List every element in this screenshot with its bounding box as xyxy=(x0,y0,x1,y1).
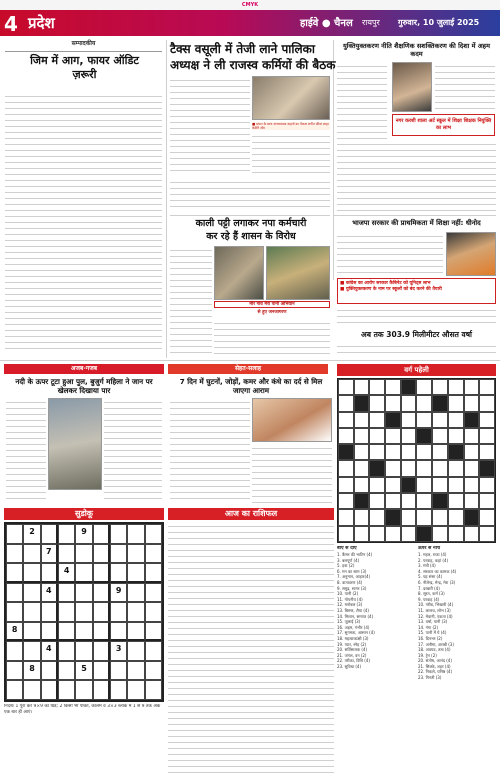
crossword-cell xyxy=(385,460,401,476)
sudoku-cell xyxy=(41,661,58,681)
sudoku-cell xyxy=(58,602,75,622)
health-kicker: सेहत-सलाह xyxy=(168,364,328,374)
cmyk-strip xyxy=(0,0,500,10)
crossword-cell xyxy=(432,428,448,444)
crossword-clue: 13. वर्षा, पानी (3) xyxy=(418,619,448,625)
crossword-clue: 18. अवयव, तत्व (4) xyxy=(418,647,451,653)
crossword-cell xyxy=(464,526,480,542)
sudoku-cell xyxy=(6,641,23,661)
sudoku-cell xyxy=(23,563,40,583)
sudoku-cell xyxy=(58,583,75,603)
sudoku-cell xyxy=(93,602,110,622)
crossword-cell xyxy=(401,412,417,428)
sudoku-cell xyxy=(93,622,110,642)
crossword-cell xyxy=(401,395,417,411)
sudoku-cell xyxy=(145,583,162,603)
sudoku-cell xyxy=(75,563,92,583)
crossword-cell xyxy=(338,509,354,525)
crossword-cell xyxy=(479,526,495,542)
crossword-cell xyxy=(385,526,401,542)
crossword-cell xyxy=(338,395,354,411)
crossword-cell xyxy=(338,493,354,509)
edition-date: गुरुवार, 10 जुलाई 2025 xyxy=(398,18,480,27)
crossword-cell xyxy=(448,444,464,460)
crossword-cell xyxy=(416,526,432,542)
crossword-clue: 22. तरीका, विधि (4) xyxy=(337,658,370,664)
crossword-cell xyxy=(354,493,370,509)
sudoku-cell xyxy=(58,622,75,642)
crossword-cell xyxy=(432,395,448,411)
crossword-clue: 20. संतोष, आनंद (4) xyxy=(418,658,452,664)
sudoku-cell xyxy=(41,680,58,700)
across-clues xyxy=(337,552,415,669)
crossword-cell xyxy=(448,379,464,395)
crossword-cell xyxy=(369,379,385,395)
ajab-kicker: अजब-गजब xyxy=(4,364,164,374)
sudoku-cell xyxy=(23,680,40,700)
kali-body-col1 xyxy=(170,246,212,356)
crossword-cell xyxy=(385,395,401,411)
crossword-cell xyxy=(416,395,432,411)
crossword-cell xyxy=(385,444,401,460)
sudoku-cell xyxy=(75,583,92,603)
sudoku-cell xyxy=(110,661,127,681)
crossword-cell xyxy=(369,428,385,444)
sudoku-cell xyxy=(110,524,127,544)
sudoku-cell xyxy=(127,622,144,642)
crossword-cell xyxy=(448,509,464,525)
sudoku-cell xyxy=(127,583,144,603)
crossword-cell xyxy=(401,477,417,493)
kali-headline-line1: काली पट्टी लगाकर नपा कर्मचारी xyxy=(195,218,307,229)
crossword-clue: 2. परवाह, कहां (4) xyxy=(418,557,449,563)
crossword-clue: 21. सिक्के, शहर (4) xyxy=(418,663,451,669)
down-clues xyxy=(418,552,496,681)
sudoku-cell xyxy=(93,583,110,603)
sudoku-cell xyxy=(6,602,23,622)
bhajpa-body xyxy=(337,232,443,276)
sudoku-cell: 3 xyxy=(110,641,127,661)
crossword-cell xyxy=(448,412,464,428)
crossword-clue: 12. मनोबल (3) xyxy=(337,602,363,608)
newspaper-brand: हाईवे ● चैनल xyxy=(300,18,353,29)
rain-body xyxy=(337,342,496,358)
health-body-col2 xyxy=(252,444,332,503)
page-number: 4 xyxy=(4,12,18,36)
policy-subhead: नगर करशी शाला अर्ट स्कूल में शिक्षा शिक्षक नियुक्ति का लाभ xyxy=(392,114,495,136)
sudoku-cell xyxy=(145,680,162,700)
crossword-title: वर्ग पहेली xyxy=(337,364,496,376)
crossword-cell xyxy=(464,395,480,411)
crossword-clue: 14. गंगा (2) xyxy=(418,624,439,630)
crossword-cell xyxy=(464,477,480,493)
sudoku-cell xyxy=(110,680,127,700)
sudoku-cell xyxy=(145,563,162,583)
crossword-cell xyxy=(354,444,370,460)
crossword-clue: 1. महल, राजा (4) xyxy=(418,552,447,557)
abhiyan-sub: से हुए जनजागरण xyxy=(257,310,287,315)
crossword-cell xyxy=(354,477,370,493)
crossword-clue: 17. सुगमता, आसान (4) xyxy=(337,630,375,636)
bhajpa-body-2 xyxy=(337,306,496,328)
crossword-cell xyxy=(369,444,385,460)
row-divider xyxy=(334,215,496,216)
sudoku-cell xyxy=(127,641,144,661)
bhajpa-photo xyxy=(446,232,496,276)
sudoku-cell: 9 xyxy=(75,524,92,544)
sudoku-cell xyxy=(23,641,40,661)
sudoku-cell xyxy=(145,641,162,661)
policy-body-col3 xyxy=(337,140,496,214)
ajab-headline: नदी के ऊपर टूटा हुआ पुल, बुजुर्ग महिला ने जान पर खेलकर दिखाया पार xyxy=(15,377,153,395)
health-body-col1 xyxy=(170,398,250,503)
sudoku-cell xyxy=(41,622,58,642)
crossword-cell xyxy=(416,444,432,460)
sudoku-cell xyxy=(127,544,144,564)
crossword-clue: 3. बलपूर्ण (4) xyxy=(337,557,360,563)
crossword-clue: 10. गरीब, भिखारी (4) xyxy=(418,602,454,608)
sudoku-cell xyxy=(75,622,92,642)
crossword-cell xyxy=(464,460,480,476)
row-divider xyxy=(0,360,500,361)
policy-photo xyxy=(392,62,432,112)
crossword-clue: 11. गोपनीय (4) xyxy=(337,596,363,602)
crossword-cell xyxy=(464,379,480,395)
crossword-clue: 5. यह संसा (4) xyxy=(418,574,443,580)
crossword-cell xyxy=(401,493,417,509)
kali-body-col2 xyxy=(214,319,330,357)
crossword-cell xyxy=(416,428,432,444)
sudoku-cell xyxy=(41,524,58,544)
crossword-cell xyxy=(354,379,370,395)
crossword-cell xyxy=(369,412,385,428)
sudoku-cell xyxy=(75,680,92,700)
crossword-cell xyxy=(385,493,401,509)
crossword-clue: 19. प्यार, स्नेह (2) xyxy=(337,641,367,647)
sudoku-cell xyxy=(6,524,23,544)
policy-headline: युक्तियुक्तकरण नीति शैक्षणिक सशक्तिकरण की दिशा में अहम कदम xyxy=(342,42,491,58)
crossword-cell xyxy=(369,460,385,476)
crossword-clue: 9. समुद्र, सागर (3) xyxy=(337,585,367,591)
crossword-cell xyxy=(401,460,417,476)
crossword-cell xyxy=(448,477,464,493)
crossword-cell xyxy=(338,526,354,542)
crossword-cell xyxy=(401,379,417,395)
crossword-clue: 4. सरकार का कामक (4) xyxy=(418,568,457,574)
sudoku-cell xyxy=(145,661,162,681)
rashifal-title: आज का राशिफल xyxy=(168,508,334,520)
lead-caption: ■ प्रभार के साथ अनावश्यक वाहनों का पैकअ लगीत कीवां लाहा केयेनि और xyxy=(252,122,329,130)
sudoku-cell: 4 xyxy=(58,563,75,583)
lead-headline-line1: टैक्स वसूली में तेजी लाने पालिका xyxy=(170,42,315,56)
bhajpa-highlights xyxy=(337,278,496,304)
crossword-clue: 20. सर्विसालक (4) xyxy=(337,647,368,653)
crossword-cell xyxy=(464,509,480,525)
sudoku-cell xyxy=(127,524,144,544)
crossword-clue: 8. सूरत, कर्म (3) xyxy=(418,591,445,597)
crossword-cell xyxy=(479,412,495,428)
down-title: ऊपर से नीचे xyxy=(418,546,440,551)
crossword-cell xyxy=(479,460,495,476)
crossword-cell xyxy=(385,379,401,395)
sudoku-cell xyxy=(127,563,144,583)
crossword-cell xyxy=(448,493,464,509)
crossword-clue: 23. सुविधा (4) xyxy=(337,663,362,669)
crossword-cell xyxy=(369,509,385,525)
crossword-cell xyxy=(432,493,448,509)
crossword-clue: 18. महत्वाकांक्षी (3) xyxy=(337,635,369,641)
rain-headline: अब तक 303.9 मिलीमीटर औसत वर्षा xyxy=(360,330,473,339)
crossword-cell xyxy=(338,444,354,460)
sudoku-cell xyxy=(6,661,23,681)
sudoku-cell xyxy=(58,680,75,700)
crossword-clue: 16. दिनभर (2) xyxy=(418,635,443,641)
section-title: प्रदेश xyxy=(28,14,55,32)
editorial-headline: जिम में आग, फायर ऑडिट ज़रूरी xyxy=(30,54,139,81)
sudoku-cell: 8 xyxy=(23,661,40,681)
crossword-clue: 23. गिनती (3) xyxy=(418,675,442,681)
sudoku-cell xyxy=(23,602,40,622)
crossword-cell xyxy=(354,428,370,444)
crossword-cell xyxy=(432,477,448,493)
health-headline: 7 दिन में घुटनों, जोड़ों, कमर और कंधे का दर्द से मिल जाएगा आराम xyxy=(179,377,323,395)
crossword-cell xyxy=(448,428,464,444)
sudoku-cell xyxy=(127,661,144,681)
crossword-clue: 7. अनुमान, आहार(4) xyxy=(337,574,371,580)
crossword-grid xyxy=(337,378,496,543)
crossword-cell xyxy=(479,428,495,444)
rashifal-body xyxy=(168,522,334,774)
crossword-cell xyxy=(354,395,370,411)
crossword-clue: 9. परवाह (4) xyxy=(418,596,440,602)
crossword-clue: 21. जंगल, वन (2) xyxy=(337,652,367,658)
crossword-clue: 10. पानी (2) xyxy=(337,591,359,597)
crossword-cell xyxy=(401,428,417,444)
crossword-cell xyxy=(432,460,448,476)
sudoku-cell xyxy=(93,563,110,583)
crossword-cell xyxy=(338,379,354,395)
sudoku-cell xyxy=(93,641,110,661)
crossword-cell xyxy=(479,379,495,395)
kali-photo xyxy=(214,246,264,300)
sudoku-cell xyxy=(110,563,127,583)
crossword-cell xyxy=(416,460,432,476)
crossword-cell xyxy=(416,477,432,493)
crossword-clue: 17. अनौमा, अराबी (3) xyxy=(418,641,454,647)
editorial-kicker: सम्पादकीय xyxy=(5,40,162,52)
crossword-cell xyxy=(448,526,464,542)
abhiyan-photo xyxy=(266,246,330,300)
crossword-cell xyxy=(338,477,354,493)
sudoku-cell xyxy=(6,544,23,564)
crossword-clue: 12. मेवानी, एकता (4) xyxy=(418,613,453,619)
crossword-cell xyxy=(416,509,432,525)
crossword-cell xyxy=(464,428,480,444)
sudoku-cell xyxy=(75,641,92,661)
sudoku-instructions: निर्देशः 1 पूरा करें 9×9 का ग्रिड; 2 किसी भी पंक्ति, कॉलम व 3×3 ब्लॉक में 1 से 9 तक अंक एक बार ही आएं। xyxy=(4,704,161,715)
crossword-cell xyxy=(479,509,495,525)
lead-headline-line2: अध्यक्ष ने ली राजस्व कर्मियों की बैठक xyxy=(170,58,336,72)
ajab-body-col2 xyxy=(104,398,162,503)
sudoku-cell xyxy=(6,583,23,603)
crossword-cell xyxy=(385,412,401,428)
crossword-cell xyxy=(338,412,354,428)
crossword-cell xyxy=(385,509,401,525)
sudoku-cell xyxy=(145,622,162,642)
crossword-cell xyxy=(448,460,464,476)
lead-body-col1 xyxy=(170,76,250,176)
crossword-clue: 19. ट्रेन (2) xyxy=(418,652,437,658)
sudoku-cell: 2 xyxy=(23,524,40,544)
crossword-cell xyxy=(401,509,417,525)
sudoku-cell xyxy=(23,583,40,603)
crossword-cell xyxy=(432,379,448,395)
sudoku-cell xyxy=(110,602,127,622)
crossword-cell xyxy=(432,412,448,428)
crossword-clue: 16. अहम, गंभीर (4) xyxy=(337,624,370,630)
bhajpa-headline: भाजपा सरकार की प्राथमिकता में शिक्षा नहीं: धीनोद xyxy=(352,219,481,227)
crossword-cell xyxy=(354,412,370,428)
sudoku-cell xyxy=(93,524,110,544)
column-divider xyxy=(333,40,334,280)
masthead xyxy=(0,10,500,36)
sudoku-cell: 4 xyxy=(41,583,58,603)
crossword-cell xyxy=(479,444,495,460)
crossword-cell xyxy=(479,493,495,509)
crossword-cell xyxy=(464,412,480,428)
crossword-clue: 22. निकले, घनिष्ठ (4) xyxy=(418,669,453,675)
crossword-clue: 1. कैंसर की भाटिन (4) xyxy=(337,552,373,557)
ajab-body-col1 xyxy=(6,398,46,503)
row-divider xyxy=(170,215,330,216)
sudoku-cell: 7 xyxy=(41,544,58,564)
crossword-cell xyxy=(464,493,480,509)
sudoku-cell xyxy=(127,602,144,622)
crossword-clue: 14. मिलान, समाप्त (4) xyxy=(337,613,374,619)
editorial-body xyxy=(5,92,162,354)
across-title: बाएं से दाएं xyxy=(337,546,357,551)
crossword-cell xyxy=(401,526,417,542)
sudoku-cell xyxy=(145,524,162,544)
crossword-clue: 6. नीलेन्द्र, मेन्द्र, मेरा (3) xyxy=(418,579,456,585)
crossword-clue: 8. वातावरण (4) xyxy=(337,579,363,585)
sudoku-cell: 8 xyxy=(6,622,23,642)
abhiyan-caption: मोर गांव मेरा पानी अभियान xyxy=(214,301,330,308)
crossword-cell xyxy=(401,444,417,460)
cmyk-label: CMYK xyxy=(241,2,259,8)
crossword-clue: 5. हवा (2) xyxy=(337,563,355,569)
lead-body-col3 xyxy=(170,178,330,212)
sudoku-cell xyxy=(93,680,110,700)
lead-body-col2 xyxy=(252,132,330,176)
edition-city: रायपुर xyxy=(362,18,380,27)
crossword-cell xyxy=(385,428,401,444)
crossword-cell xyxy=(432,509,448,525)
crossword-cell xyxy=(479,477,495,493)
crossword-clue: 6. मन का साम (3) xyxy=(337,568,367,574)
crossword-cell xyxy=(369,395,385,411)
crossword-cell xyxy=(369,526,385,542)
sudoku-title: सुडोकू xyxy=(4,508,164,520)
sudoku-cell: 4 xyxy=(41,641,58,661)
column-divider xyxy=(166,40,167,358)
sudoku-cell: 9 xyxy=(110,583,127,603)
sudoku-cell xyxy=(110,622,127,642)
policy-body-col1 xyxy=(337,62,387,142)
crossword-cell xyxy=(338,428,354,444)
sudoku-cell xyxy=(6,563,23,583)
crossword-cell xyxy=(464,444,480,460)
crossword-cell xyxy=(369,477,385,493)
kali-headline-line2: कर रहे हैं शासन के विरोध xyxy=(206,231,296,242)
sudoku-cell xyxy=(23,544,40,564)
lead-photo xyxy=(252,76,330,120)
ajab-photo xyxy=(48,398,102,490)
crossword-clue: 15. पानी में ये (4) xyxy=(418,630,447,636)
sudoku-cell xyxy=(6,680,23,700)
crossword-clue: 13. बिस्तर, शैया (4) xyxy=(337,607,369,613)
crossword-clue: 15. जुलाई (3) xyxy=(337,619,361,625)
crossword-across xyxy=(337,546,415,774)
sudoku-cell: 5 xyxy=(75,661,92,681)
bhajpa-highlight-2: ■ युक्तियुक्तकरण के नाम पर स्कूलों को बंद करने की तैयारी xyxy=(340,287,442,292)
policy-body-col2 xyxy=(435,62,495,112)
crossword-cell xyxy=(369,493,385,509)
crossword-cell xyxy=(432,444,448,460)
crossword-clue: 3. मंत्री (4) xyxy=(418,563,436,569)
sudoku-cell xyxy=(127,680,144,700)
bhajpa-highlight-1: ■ कांग्रेस का आरोप सरकार कैबिनेट को यूनिट्स लाभ xyxy=(340,281,431,286)
sudoku-grid xyxy=(4,522,164,702)
crossword-cell xyxy=(354,509,370,525)
crossword-clue: 11. लालच, लोभ (3) xyxy=(418,607,451,613)
sudoku-cell xyxy=(58,661,75,681)
crossword-cell xyxy=(354,460,370,476)
sudoku-cell xyxy=(41,563,58,583)
sudoku-cell xyxy=(41,602,58,622)
health-photo xyxy=(252,398,332,442)
sudoku-cell xyxy=(58,524,75,544)
crossword-cell xyxy=(416,412,432,428)
sudoku-cell xyxy=(75,602,92,622)
sudoku-cell xyxy=(75,544,92,564)
sudoku-cell xyxy=(93,544,110,564)
crossword-cell xyxy=(354,526,370,542)
crossword-cell xyxy=(338,460,354,476)
crossword-cell xyxy=(432,526,448,542)
sudoku-cell xyxy=(145,544,162,564)
sudoku-cell xyxy=(93,661,110,681)
crossword-cell xyxy=(479,395,495,411)
crossword-cell xyxy=(416,379,432,395)
sudoku-cell xyxy=(145,602,162,622)
sudoku-cell xyxy=(110,544,127,564)
crossword-cell xyxy=(385,477,401,493)
crossword-down xyxy=(418,546,496,774)
sudoku-cell xyxy=(23,622,40,642)
crossword-cell xyxy=(448,395,464,411)
crossword-cell xyxy=(416,493,432,509)
crossword-clue: 7. दरबारी (4) xyxy=(418,585,440,591)
sudoku-cell xyxy=(58,641,75,661)
sudoku-cell xyxy=(58,544,75,564)
